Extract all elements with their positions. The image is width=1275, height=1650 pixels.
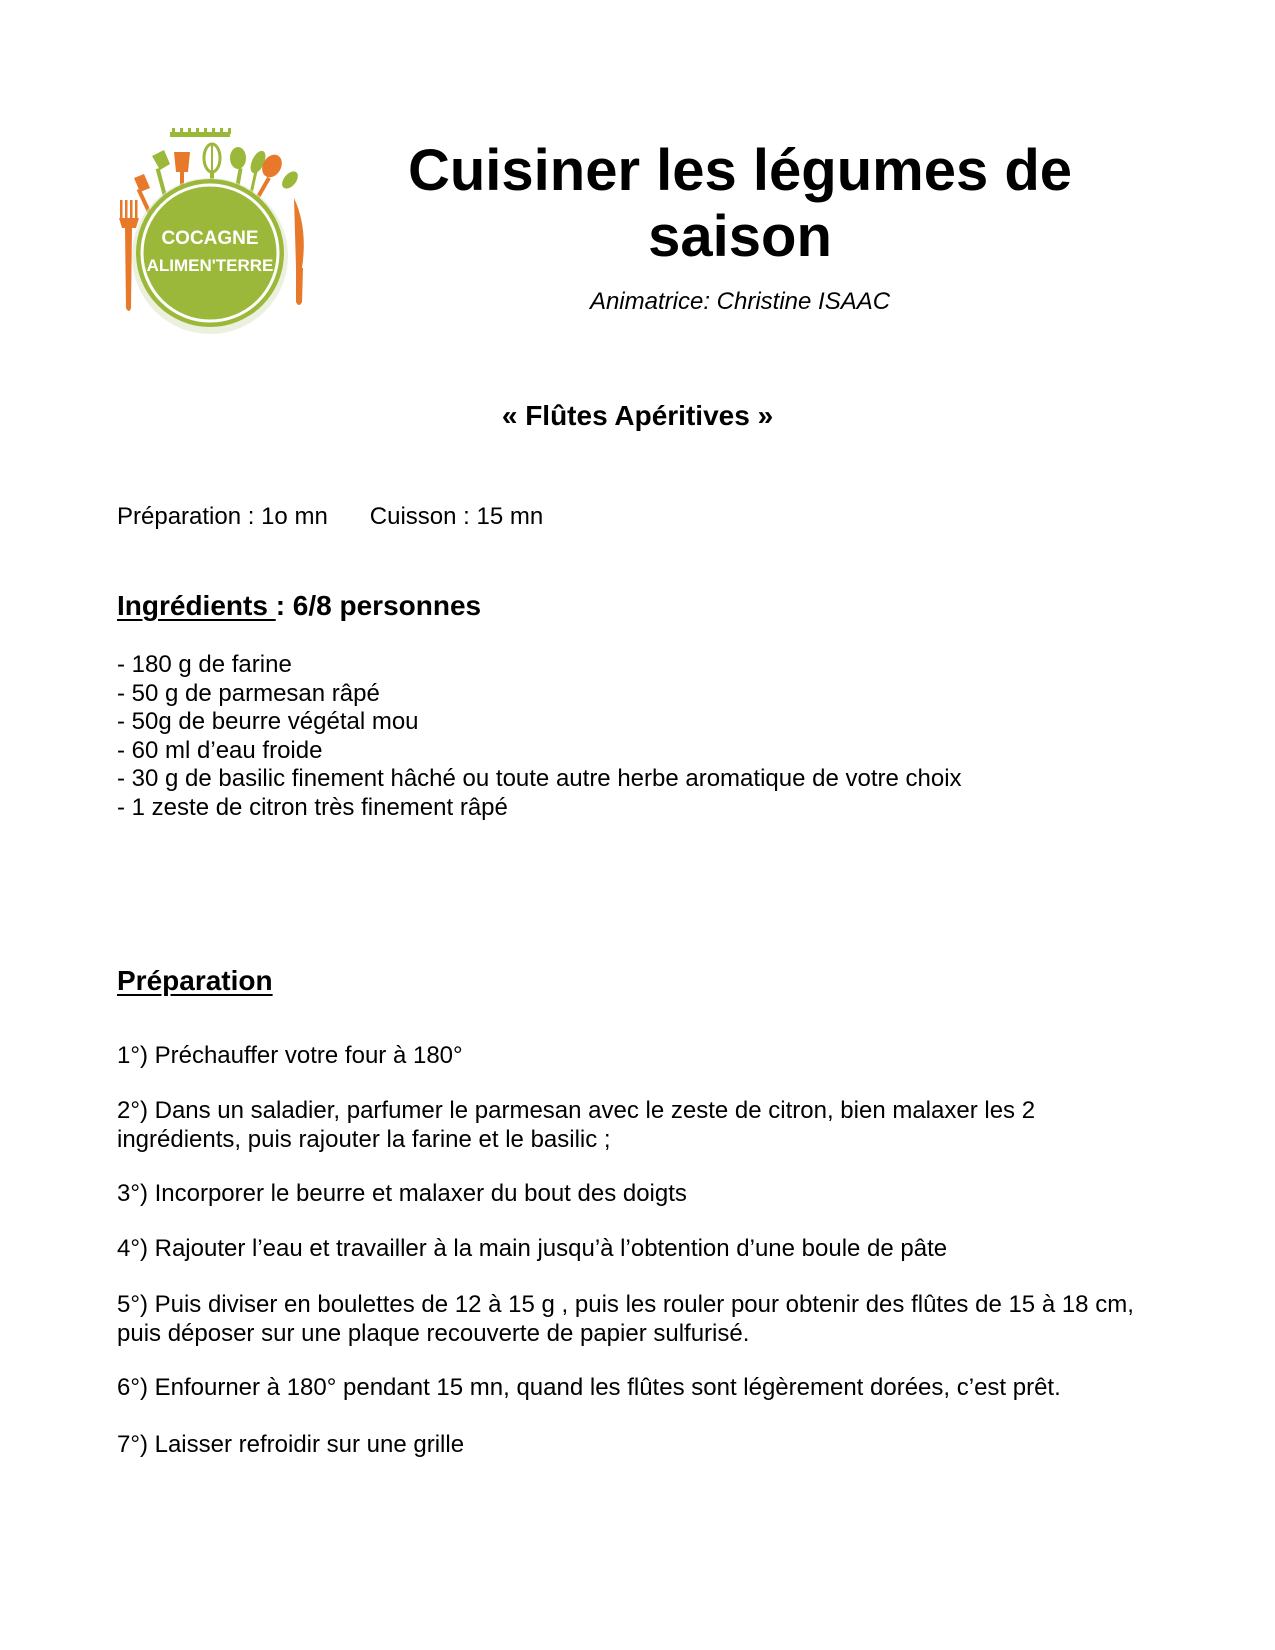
preparation-heading: Préparation xyxy=(117,965,273,996)
cocagne-alimenterre-logo xyxy=(112,128,322,343)
preparation-step: 2°) Dans un saladier, parfumer le parmesan avec le zeste de citron, bien malaxer les 2 ingrédients, puis rajouter la farine et le basilic ; xyxy=(117,1097,1036,1153)
list-item: - 30 g de basilic finement hâché ou toute autre herbe aromatique de votre choix xyxy=(117,765,962,792)
servings: : 6/8 personnes xyxy=(275,590,482,621)
ingredients-heading xyxy=(117,590,481,622)
preparation-step: 4°) Rajouter l’eau et travailler à la main jusqu’à l’obtention d’une boule de pâte xyxy=(117,1235,948,1262)
page-title: Cuisiner les légumes de saison xyxy=(407,138,1073,269)
preparation-time: Préparation : 1o mn xyxy=(117,503,328,530)
preparation-step: 3°) Incorporer le beurre et malaxer du bout des doigts xyxy=(117,1180,687,1207)
list-item: - 50g de beurre végétal mou xyxy=(117,708,419,735)
knife-icon xyxy=(294,198,304,305)
ingredients-list xyxy=(117,651,962,822)
recipe-times xyxy=(117,503,543,531)
list-item: - 60 ml d’eau froide xyxy=(117,736,323,764)
preparation-step: 6°) Enfourner à 180° pendant 15 mn, quand les flûtes sont légèrement dorées, c’est prêt. xyxy=(117,1374,1061,1401)
ingredients-heading-label: Ingrédients xyxy=(117,590,276,621)
preparation-step: 1°) Préchauffer votre four à 180° xyxy=(117,1042,463,1069)
list-item: - 1 zeste de citron très finement râpé xyxy=(117,793,508,821)
recipe-title: « Flûtes Apéritives » xyxy=(501,400,774,431)
logo-text-line2: ALIMEN'TERRE xyxy=(146,256,274,275)
list-item: - 50 g de parmesan râpé xyxy=(117,679,380,707)
animator-name: Animatrice: Christine ISAAC xyxy=(589,288,891,315)
preparation-step: 5°) Puis diviser en boulettes de 12 à 15 g , puis les rouler pour obtenir des flûtes de 15 à 18 cm, puis déposer sur une plaque recouverte de papier sulfurisé. xyxy=(117,1291,1134,1347)
cooking-time: Cuisson : 15 mn xyxy=(369,503,544,530)
preparation-step: 7°) Laisser refroidir sur une grille xyxy=(117,1431,465,1458)
list-item: - 180 g de farine xyxy=(117,651,292,678)
logo-text-line1: COCAGNE xyxy=(161,228,259,249)
